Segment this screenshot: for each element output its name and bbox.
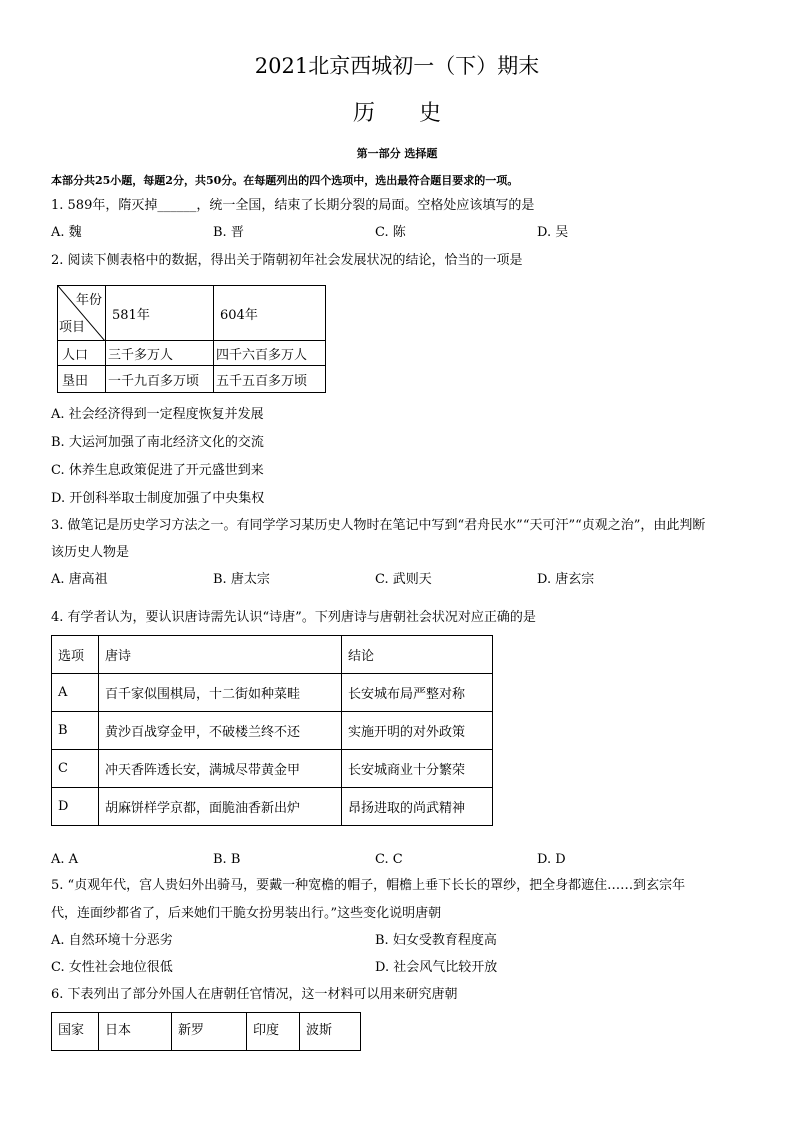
table-cell: 实施开明的对外政策 <box>342 712 493 750</box>
column-header: 日本 <box>99 1013 172 1051</box>
q1-option-c: C. 陈 <box>375 225 406 240</box>
q5-option-c: C. 女性社会地位很低 <box>51 960 173 975</box>
question-4-stem: 4. 有学者认为，要认识唐诗需先认识“诗唐”。下列唐诗与唐朝社会状况对应正确的是 <box>51 610 536 625</box>
table-cell: 三千多万人 <box>106 341 214 366</box>
q3-option-d: D. 唐玄宗 <box>537 572 595 587</box>
q4-option-a: A. A <box>51 852 79 867</box>
question-1-stem: 1. 589年，隋灭掉______，统一全国，结束了长期分裂的局面。空格处应该填写的是 <box>51 198 535 213</box>
column-header: 印度 <box>247 1013 300 1051</box>
q5-option-a: A. 自然环境十分恶劣 <box>51 933 173 948</box>
exam-title: 2021北京西城初一（下）期末 <box>254 54 540 78</box>
q2-option-c: C. 休养生息政策促进了开元盛世到来 <box>51 463 264 478</box>
question-5-stem-cont: 代，连面纱都省了，后来她们干脆女扮男装出行。”这些变化说明唐朝 <box>51 906 442 921</box>
question-2-stem: 2. 阅读下侧表格中的数据，得出关于隋朝初年社会发展状况的结论，恰当的一项是 <box>51 253 523 268</box>
question-3-stem: 3. 做笔记是历史学习方法之一。有同学学习某历史人物时在笔记中写到“君舟民水”“天可汗”“贞观之治”，由此判断 <box>51 518 706 533</box>
q2-option-b: B. 大运河加强了南北经济文化的交流 <box>51 435 264 450</box>
q4-option-b: B. B <box>213 852 241 867</box>
column-header: 结论 <box>342 636 493 674</box>
column-header: 新罗 <box>172 1013 247 1051</box>
q5-option-d: D. 社会风气比较开放 <box>375 960 498 975</box>
column-header: 581年 <box>106 286 214 341</box>
table-cell: 百千家似围棋局，十二街如种菜畦 <box>99 674 342 712</box>
column-header: 选项 <box>52 636 99 674</box>
corner-bottom-label: 项目 <box>59 320 86 335</box>
table-cell: 四千六百多万人 <box>214 341 326 366</box>
q3-option-a: A. 唐高祖 <box>51 572 108 587</box>
q4-option-c: C. C <box>375 852 403 867</box>
row-label: 人口 <box>58 341 106 366</box>
table-cell: C <box>52 750 99 788</box>
q2-option-d: D. 开创科举取士制度加强了中央集权 <box>51 491 265 506</box>
table-cell: 胡麻饼样学京都，面脆油香新出炉 <box>99 788 342 826</box>
q3-option-c: C. 武则天 <box>375 572 432 587</box>
section-instructions: 本部分共25小题，每题2分，共50分。在每题列出的四个选项中，选出最符合题目要求的一项。 <box>51 174 519 187</box>
table-cell: 冲天香阵透长安，满城尽带黄金甲 <box>99 750 342 788</box>
table-cell: 昂扬进取的尚武精神 <box>342 788 493 826</box>
column-header: 604年 <box>214 286 326 341</box>
column-header: 国家 <box>52 1013 99 1051</box>
table-cell: A <box>52 674 99 712</box>
q1-option-a: A. 魏 <box>51 225 82 240</box>
question-6-stem: 6. 下表列出了部分外国人在唐朝任官情况，这一材料可以用来研究唐朝 <box>51 987 458 1002</box>
table-cell: B <box>52 712 99 750</box>
table-cell: 黄沙百战穿金甲，不破楼兰终不还 <box>99 712 342 750</box>
q2-data-table <box>57 285 326 393</box>
table-cell: 长安城商业十分繁荣 <box>342 750 493 788</box>
table-cell: D <box>52 788 99 826</box>
question-5-stem: 5. “贞观年代，宫人贵妇外出骑马，要戴一种宽檐的帽子，帽檐上垂下长长的罩纱，把全身都遮住……到玄宗年 <box>51 878 686 893</box>
q3-option-b: B. 唐太宗 <box>213 572 270 587</box>
q1-option-d: D. 吴 <box>537 225 569 240</box>
corner-top-label: 年份 <box>75 293 102 308</box>
table-corner-cell <box>58 286 106 341</box>
q4-option-d: D. D <box>537 852 566 867</box>
column-header: 波斯 <box>300 1013 361 1051</box>
q4-table <box>51 635 493 826</box>
table-cell: 五千五百多万顷 <box>214 366 326 393</box>
table-cell: 一千九百多万顷 <box>106 366 214 393</box>
subject-title: 历史 <box>352 101 485 126</box>
column-header: 唐诗 <box>99 636 342 674</box>
q2-option-a: A. 社会经济得到一定程度恢复并发展 <box>51 407 264 422</box>
table-cell: 长安城布局严整对称 <box>342 674 493 712</box>
q6-table <box>51 1012 361 1051</box>
section-title: 第一部分 选择题 <box>356 147 438 160</box>
q1-option-b: B. 晋 <box>213 225 244 240</box>
row-label: 垦田 <box>58 366 106 393</box>
q5-option-b: B. 妇女受教育程度高 <box>375 933 497 948</box>
question-3-stem-cont: 该历史人物是 <box>51 545 130 560</box>
